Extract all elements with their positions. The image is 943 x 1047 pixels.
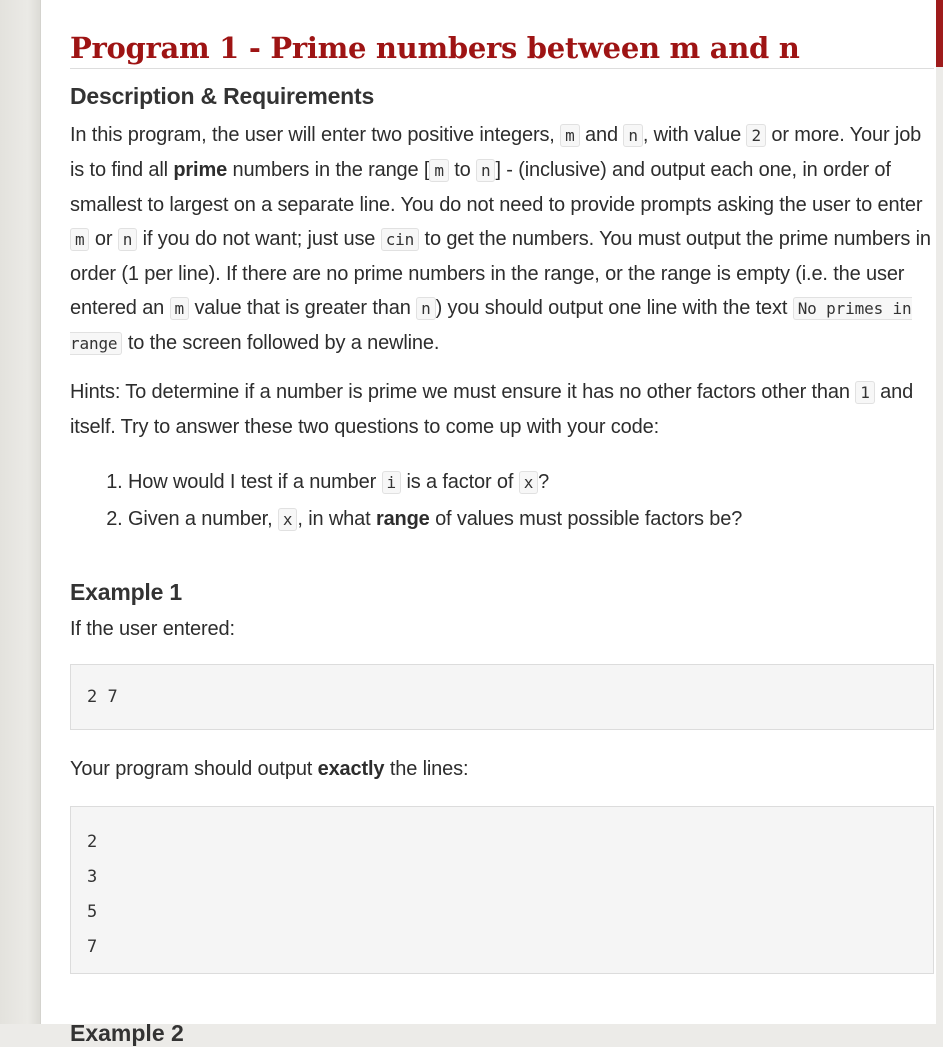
inline-code-m: m xyxy=(70,228,89,251)
inline-code-two: 2 xyxy=(746,124,765,147)
right-edge-accent xyxy=(936,0,943,67)
document-page xyxy=(41,0,936,1046)
inline-code-no-primes: No primes in range xyxy=(70,299,912,353)
inline-code-one: 1 xyxy=(855,381,874,404)
inline-code-m: m xyxy=(429,159,448,182)
bold-prime: prime xyxy=(173,159,228,181)
example-2-heading: Example 2 xyxy=(70,1020,184,1046)
inline-code-m: m xyxy=(560,124,579,147)
list-item: 2. Given a number, x , in what range of values must possible factors be? xyxy=(128,501,934,538)
section-heading-description: Description & Requirements xyxy=(70,83,375,109)
inline-code-m: m xyxy=(170,297,189,320)
bold-exactly: exactly xyxy=(317,758,385,780)
bold-range: range xyxy=(375,508,430,530)
list-item: 1. How would I test if a number i is a factor of x ? xyxy=(128,464,934,501)
inline-code-cin: cin xyxy=(381,228,419,251)
example-1-intro: If the user entered: xyxy=(70,618,235,640)
inline-code-n: n xyxy=(416,297,435,320)
inline-code-x: x xyxy=(278,508,297,531)
inline-code-n: n xyxy=(476,159,495,182)
hints-paragraph: Hints: To determine if a number is prime we must ensure it has no other factors other than 1 and itself. Try to answer these two questions to come up with your code: xyxy=(70,381,914,438)
example-1-output-intro: Your program should output exactly the lines: xyxy=(70,758,469,780)
inline-code-n: n xyxy=(623,124,642,147)
inline-code-n: n xyxy=(118,228,137,251)
example-1-output-block: 2 3 5 7 xyxy=(70,806,934,974)
description-paragraph: In this program, the user will enter two positive integers, m and n , with value 2 or more. Your job is to find all prime numbers in the range [ m to n ] - (inclusive) and output each one, in order of smallest to largest on a separate line. You do not need to provide prompts asking the user to enter m or n if you do not want; just use cin to get the numbers. You must output the prime numbers in order (1 per line). If there are no prime numbers in the range, or the range is empty (i.e. the user entered an m value that is greater than n ) you should output one line with the text No primes in range to the screen followed by a newline. xyxy=(70,124,931,354)
inline-code-x: x xyxy=(519,471,538,494)
document-content xyxy=(70,30,934,1046)
inline-code-i: i xyxy=(382,471,401,494)
page-title: Program 1 - Prime numbers between m and n xyxy=(70,30,934,69)
questions-list xyxy=(70,464,934,538)
example-1-input-block: 2 7 xyxy=(70,664,934,730)
example-1-heading: Example 1 xyxy=(70,579,182,605)
left-margin-strip xyxy=(0,0,41,1024)
